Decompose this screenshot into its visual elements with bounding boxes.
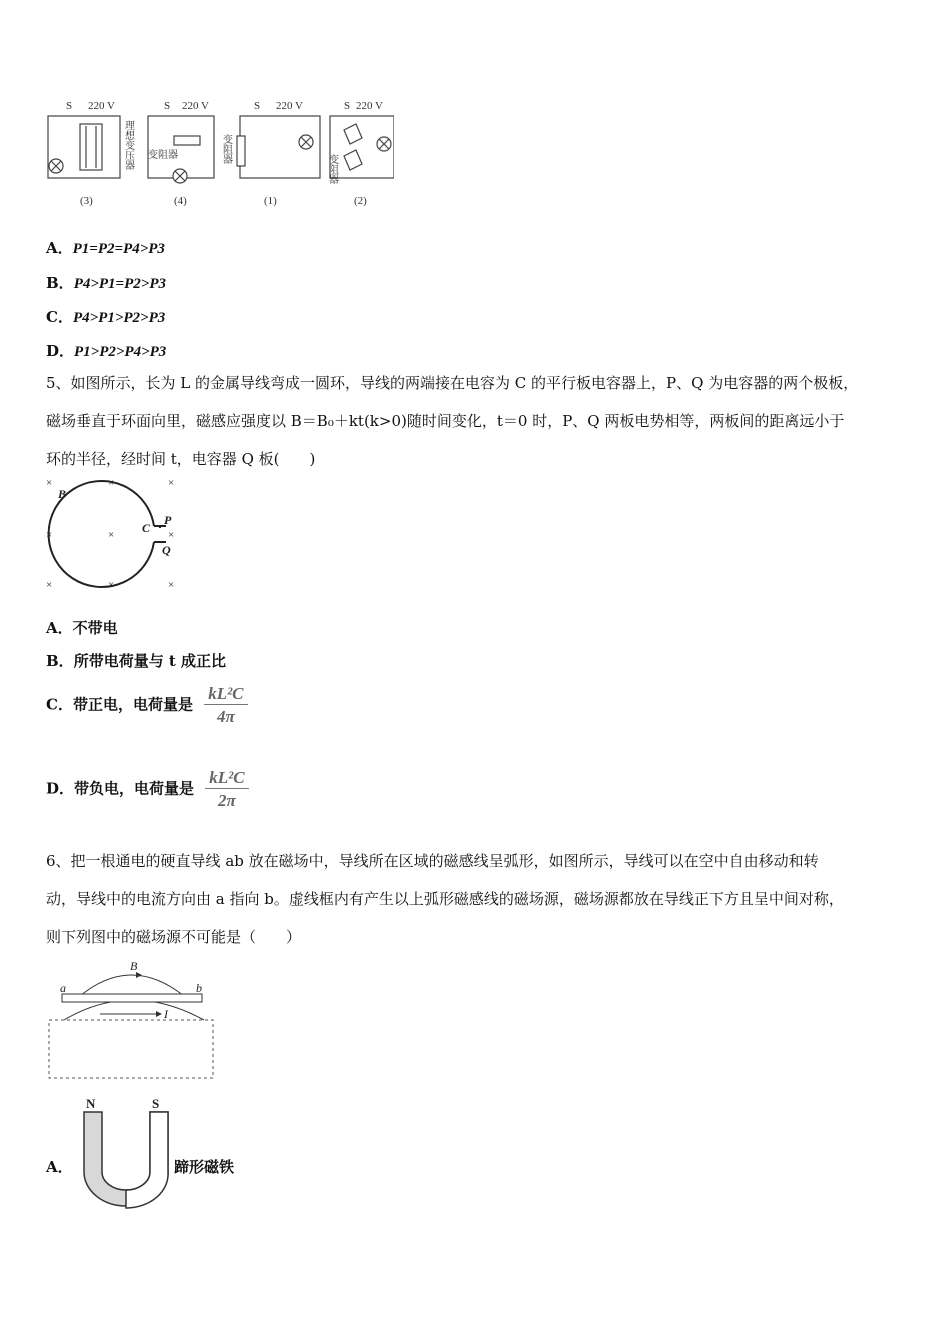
circuit-diagrams — [44, 98, 394, 210]
magnet-s-label: S — [152, 1096, 160, 1111]
q5-option-d-fraction: $\frac{\text{kL²C}}{2\pi}$ — [205, 768, 248, 811]
svg-text:×: × — [168, 529, 175, 541]
svg-text:×: × — [46, 529, 53, 541]
label-rheostat2: 变阻器 — [326, 154, 338, 184]
caption-2: (2) — [354, 195, 367, 207]
svg-text:×: × — [108, 529, 115, 541]
label-ideal-transformer: 理想变压器 — [122, 120, 134, 170]
label-v2: 220 V — [356, 100, 383, 112]
svg-text:×: × — [108, 579, 115, 591]
q5-stem — [46, 364, 916, 478]
q6-stem — [46, 842, 916, 956]
label-s2: S — [344, 100, 351, 112]
q5-option-b: B．所带电荷量与 t 成正比 — [46, 652, 227, 670]
q4-option-b: B．P4>P1=P2>P3 — [46, 274, 166, 292]
caption-1: (1) — [264, 195, 277, 207]
caption-3: (3) — [80, 195, 93, 207]
q6-option-a-desc: 蹄形磁铁 — [174, 1158, 235, 1176]
q6-wire-figure — [44, 958, 219, 1082]
q6-label-current: I — [164, 1007, 168, 1021]
label-v1: 220 V — [276, 100, 303, 112]
q5-label-q: Q — [162, 543, 171, 557]
magnet-n-label: N — [86, 1096, 96, 1111]
q5-label-p: P — [164, 513, 172, 527]
q5-option-c-fraction: $\frac{\text{kL²C}}{4\pi}$ — [204, 684, 247, 727]
horseshoe-magnet — [80, 1094, 172, 1210]
q6-option-a-label: A． — [46, 1158, 73, 1176]
q4-option-a: A．P1=P2=P4>P3 — [46, 239, 165, 257]
caption-4: (4) — [174, 195, 187, 207]
label-s3: S — [66, 100, 73, 112]
svg-text:×: × — [168, 579, 175, 591]
q5-line2: 磁场垂直于环面向里，磁感应强度以 B＝B₀＋kt(k>0)随时间变化，t＝0 时，P、Q 两板电势相等，两板间的距离远小于 — [46, 412, 845, 430]
svg-text:×: × — [108, 477, 115, 489]
q6-line1: 6、把一根通电的硬直导线 ab 放在磁场中，导线所在区域的磁感线呈弧形，如图所示，导线可以在空中自由移动和转 — [46, 852, 819, 870]
q5-ring-figure — [42, 476, 182, 592]
svg-text:×: × — [46, 579, 53, 591]
q6-label-b: b — [196, 981, 202, 995]
q4-option-c: C．P4>P1>P2>P3 — [46, 308, 166, 326]
q5-option-c: C．带正电，电荷量是 $\frac{\text{kL²C}}{4\pi}$ — [46, 684, 248, 727]
q5-line1: 5、如图所示，长为 L 的金属导线弯成一圆环，导线的两端接在电容为 C 的平行板电容器上，P、Q 为电容器的两个极板， — [46, 374, 859, 392]
q6-line2: 动，导线中的电流方向由 a 指向 b。虚线框内有产生以上弧形磁感线的磁场源，磁场源都放在导线正下方且呈中间对称， — [46, 890, 844, 908]
svg-text:×: × — [168, 477, 175, 489]
label-s4: S — [164, 100, 171, 112]
q5-option-a: A．不带电 — [46, 619, 118, 637]
label-rheostat1: 变阻器 — [220, 134, 232, 164]
svg-text:×: × — [46, 477, 53, 489]
q5-option-d: D．带负电，电荷量是 $\frac{\text{kL²C}}{2\pi}$ — [46, 768, 249, 811]
q4-option-d: D．P1>P2>P4>P3 — [46, 342, 167, 360]
q6-label-field: B — [130, 959, 138, 973]
label-rheostat4: 变阻器 — [148, 150, 178, 161]
q6-label-a: a — [60, 981, 66, 995]
q5-label-b: B — [58, 487, 67, 501]
q5-line3: 环的半径，经时间 t，电容器 Q 板( ) — [46, 450, 316, 468]
q5-label-c: C — [142, 521, 151, 535]
label-v4: 220 V — [182, 100, 209, 112]
label-v3: 220 V — [88, 100, 115, 112]
label-s1: S — [254, 100, 261, 112]
q6-line3: 则下列图中的磁场源不可能是（ ） — [46, 928, 302, 946]
